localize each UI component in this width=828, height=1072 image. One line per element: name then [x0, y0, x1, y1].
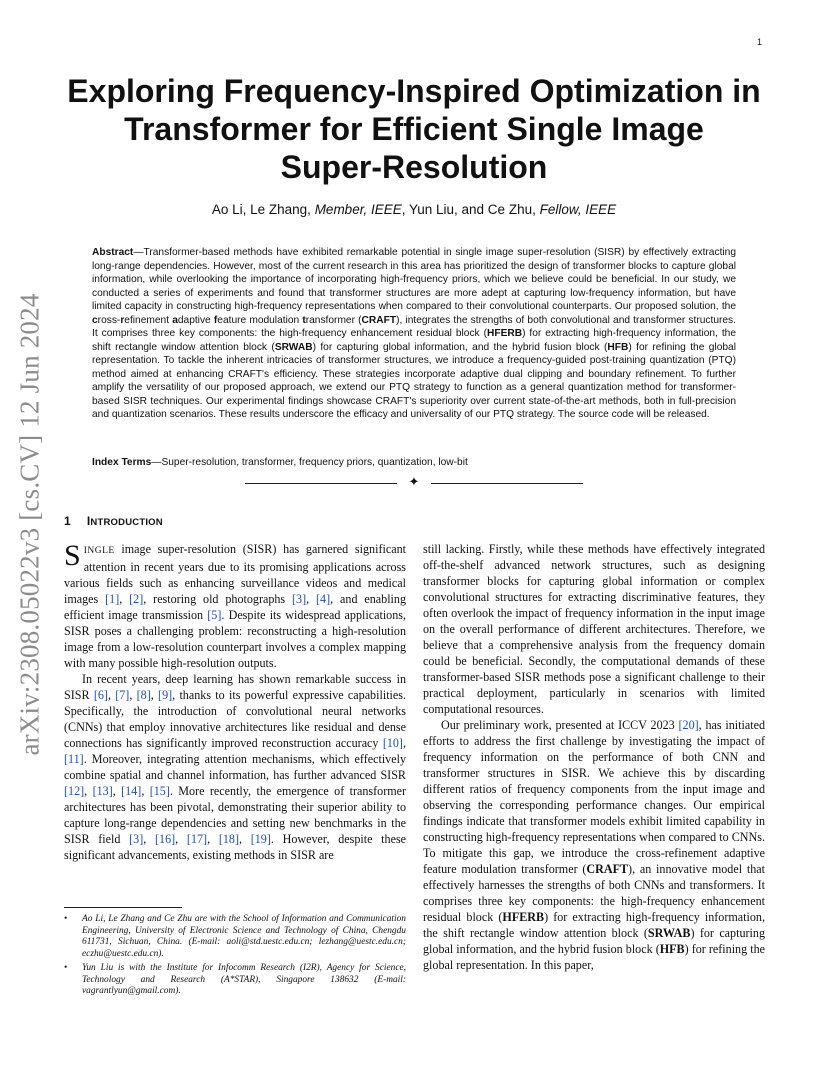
- citation-link[interactable]: [14]: [121, 784, 142, 798]
- drop-cap: S: [64, 539, 81, 572]
- abstract-text: —Transformer-based methods have exhibited remarkable potential in single image super-resolution (SISR) by effectively extracting long-range dependencies. However, most of the current research in this area has prioritized the design of transformer blocks to capture global information, while overlooking the importance of incorporating high-frequency priors, which we believe could be beneficial. In our study, we conducted a series of experiments and found that transformer structures are more adept at capturing low-frequency information, but have limited capacity in constructing high-frequency representations when compared to their convolutional counterparts. Our proposed solution, the: [92, 247, 736, 312]
- abstract-text: daptive: [177, 314, 214, 326]
- citation-link[interactable]: [15]: [149, 784, 170, 798]
- body-text: ,: [306, 592, 317, 606]
- body-text: ,: [129, 688, 137, 702]
- index-terms: [92, 457, 736, 468]
- index-terms-text: —Super-resolution, transformer, frequency priors, quantization, low-bit: [151, 457, 468, 468]
- body-text: ) for refining the global representation. In this paper,: [423, 942, 765, 972]
- abstract-text: ) for refining the global representation. To tackle the inherent intricacies of transformer structures, we introduce a frequency-guided post-training quantization (PTQ) method aimed at enhancing CRAFT's efficiency. These strategies incorporate adaptive dual clipping and boundary refinement. To further amplify the versatility of our proposed approach, we extend our PTQ strategy to function as a general quantization method for transformer-based SISR techniques. Our experimental findings showcase CRAFT's superiority over current state-of-the-art methods, both in full-precision and quantization scenarios. These results underscore the efficacy and universality of our PTQ strategy. The source code will be released.: [92, 341, 736, 420]
- abstract-text: efinement: [124, 314, 173, 326]
- body-text: ,: [107, 688, 116, 702]
- body-text: , and enabling efficient image transmission: [64, 592, 407, 622]
- paragraph: [423, 541, 765, 717]
- section-heading: [64, 514, 163, 528]
- body-column-right: [423, 541, 765, 973]
- paragraph: [64, 541, 406, 671]
- separator-line: [431, 483, 583, 484]
- model-name: CRAFT: [586, 862, 629, 876]
- section-title-initial: I: [86, 514, 91, 528]
- citation-link[interactable]: [16]: [155, 832, 176, 846]
- abstract-label: Abstract: [92, 247, 134, 258]
- body-text: ) for extracting high-frequency information, the shift rectangle window attention block (: [423, 910, 765, 940]
- body-text: ,: [150, 688, 159, 702]
- author-membership: Member, IEEE: [314, 202, 402, 217]
- citation-link[interactable]: [20]: [678, 718, 699, 732]
- body-text: , thanks to its powerful expressive capabilities. Specifically, the introduction of convolutional neural networks (CNNs) that employ innovative architectures like residual and dense connections has significantly improved reconstruction accuracy: [64, 688, 407, 750]
- abstract: [92, 246, 736, 422]
- body-text: ,: [402, 736, 406, 750]
- body-text: ,: [238, 832, 251, 846]
- abstract-text: ), integrates the strengths of both convolutional and transformer structures. It comprises three key components: the high-frequency enhancement residual block (: [92, 314, 736, 339]
- author-membership: Fellow, IEEE: [539, 202, 617, 217]
- authors-text: Ao Li, Le Zhang,: [211, 202, 315, 217]
- citation-link[interactable]: [13]: [92, 784, 113, 798]
- abstract-text: eature modulation: [217, 314, 303, 326]
- body-text: . However, despite these significant advancements, existing methods in SISR are: [64, 832, 407, 862]
- paragraph: [64, 671, 406, 863]
- star-ornament-icon: ✦: [408, 475, 420, 490]
- block-name: SRWAB: [647, 926, 691, 940]
- abstract-text: ross-: [97, 314, 121, 326]
- body-text: ) for capturing global information, and the hybrid fusion block (: [423, 926, 765, 956]
- body-text: ,: [84, 784, 93, 798]
- body-text: . Moreover, integrating attention mechanisms, which effectively combine spatial and channel information, has further advanced SISR: [64, 752, 406, 782]
- citation-link[interactable]: [19]: [250, 832, 271, 846]
- footnotes: [64, 914, 406, 1000]
- abstract-text: ransformer (: [305, 314, 362, 326]
- page-number: 1: [757, 37, 763, 47]
- body-text: image super-resolution (SISR) has garnered significant attention in recent years due to its promising applications across various fields such as enhancing surveillance videos and medical images: [64, 542, 406, 606]
- separator-line: [245, 483, 397, 484]
- title-line: Super-Resolution: [280, 149, 548, 185]
- body-text: ,: [119, 592, 130, 606]
- arxiv-identifier-stamp: [8, 289, 52, 759]
- body-text: Our preliminary work, presented at ICCV 2023: [441, 718, 679, 732]
- acronym-letter: c: [92, 314, 98, 326]
- body-text: ,: [175, 832, 187, 846]
- citation-link[interactable]: [11]: [64, 752, 84, 766]
- body-text: , has initiated efforts to address the first challenge by investigating the impact of frequency information on the performance of both CNN and transformer structures in SISR. We achieve this by discarding different ratios of frequency components from the input image and observing the corresponding performance changes. Our empirical findings indicate that transformer models exhibit limited capability in constructing high-frequency representations when compared to CNNs. To mitigate this gap, we introduce the cross-refinement adaptive feature modulation transformer (: [423, 718, 765, 876]
- citation-link[interactable]: [7]: [115, 688, 130, 702]
- citation-link[interactable]: [17]: [186, 832, 208, 846]
- footnote-text: Yun Liu is with the Institute for Infocomm Research (I2R), Agency for Science, Technology and Research (A*STAR), Singapore 138632 (E-mail: vagrantlyun@gmail.com).: [82, 962, 406, 997]
- index-terms-label: Index Terms: [92, 457, 152, 468]
- block-name: HFERB: [502, 910, 545, 924]
- author-list: [60, 202, 768, 217]
- acronym-letter: f: [213, 314, 218, 326]
- citation-link[interactable]: [4]: [316, 592, 331, 606]
- citation-link[interactable]: [3]: [129, 832, 144, 846]
- body-text: . Despite its widespread applications, SISR poses a challenging problem: reconstructing a high-resolution image from a low-resolution counterpart involves a complex mapping with many possible high-resolution outputs.: [64, 608, 406, 670]
- body-text: In recent years, deep learning has shown remarkable success in SISR: [64, 672, 406, 702]
- title-line: Exploring Frequency-Inspired Optimization in: [67, 73, 761, 109]
- paper-title: [60, 72, 768, 186]
- citation-link[interactable]: [5]: [207, 608, 222, 622]
- section-separator: [245, 476, 583, 490]
- citation-link[interactable]: [18]: [218, 832, 239, 846]
- authors-text: , Yun Liu, and Ce Zhu,: [401, 202, 540, 217]
- abstract-text: ) for extracting high-frequency information, the shift rectangle window attention block (: [92, 328, 736, 353]
- bullet-icon: •: [64, 914, 68, 924]
- small-caps-word: INGLE: [83, 546, 115, 556]
- citation-link[interactable]: [2]: [129, 592, 144, 606]
- body-column-left: [64, 541, 406, 863]
- block-name: HFB: [607, 341, 629, 353]
- citation-link[interactable]: [6]: [93, 688, 108, 702]
- section-title-rest: NTRODUCTION: [90, 517, 163, 528]
- body-text: ,: [207, 832, 219, 846]
- footnote-item: [64, 914, 406, 961]
- acronym-letter: a: [172, 314, 178, 326]
- footnote-text: Ao Li, Le Zhang and Ce Zhu are with the School of Information and Communication Engineering, University of Electronic Science and Technology of China, Chengdu 611731, Sichuan, China. (E-mail: aoli@std.uestc.edu.cn; lezhang@uestc.edu.cn; eczhu@uestc.edu.cn).: [82, 914, 406, 960]
- block-name: HFB: [659, 942, 685, 956]
- body-text: still lacking. Firstly, while these methods have effectively integrated off-the-shelf advanced network structures, such as designing transformer blocks for capturing global information or complex convolutional structures for extracting discriminative features, they often overlook the impact of frequency information in the input image on the overall performance of different architectures. Therefore, we believe that a comprehensive analysis from the frequency domain could be beneficial. Secondly, the computational demands of these transformer-based SISR methods pose a significant challenge to their practical deployment, particularly in scenarios with limited computational resources.: [423, 542, 765, 716]
- citation-link[interactable]: [9]: [158, 688, 173, 702]
- citation-link[interactable]: [10]: [382, 736, 403, 750]
- body-text: . More recently, the emergence of transformer architectures has been pivotal, demonstrating their superior ability to capture long-range dependencies and setting new benchmarks in the SISR field: [64, 784, 407, 846]
- citation-link[interactable]: [3]: [292, 592, 307, 606]
- body-text: ), an innovative model that effectively harnesses the strengths of both CNNs and transformers. It comprises three key components: the high-frequency enhancement residual block (: [423, 862, 765, 924]
- paragraph: [423, 717, 765, 973]
- bullet-icon: •: [64, 962, 68, 973]
- title-line: Transformer for Efficient Single Image: [124, 111, 704, 147]
- arxiv-stamp-text: arXiv:2308.05022v3 [cs.CV] 12 Jun 2024: [14, 292, 45, 756]
- footnote-item: [64, 963, 406, 998]
- block-name: HFERB: [486, 328, 523, 339]
- body-text: ,: [112, 784, 122, 798]
- citation-link[interactable]: [12]: [64, 784, 85, 798]
- section-number: 1: [64, 514, 71, 528]
- citation-link[interactable]: [8]: [136, 688, 151, 702]
- body-text: , restoring old photographs: [143, 592, 293, 606]
- model-name: CRAFT: [361, 314, 397, 326]
- body-text: ,: [143, 832, 156, 846]
- citation-link[interactable]: [1]: [105, 592, 120, 606]
- acronym-letter: t: [302, 314, 306, 326]
- acronym-letter: r: [120, 314, 125, 326]
- block-name: SRWAB: [274, 341, 313, 353]
- abstract-text: ) for capturing global information, and the hybrid fusion block (: [312, 341, 608, 353]
- footnote-rule: [64, 907, 182, 908]
- body-text: ,: [141, 784, 150, 798]
